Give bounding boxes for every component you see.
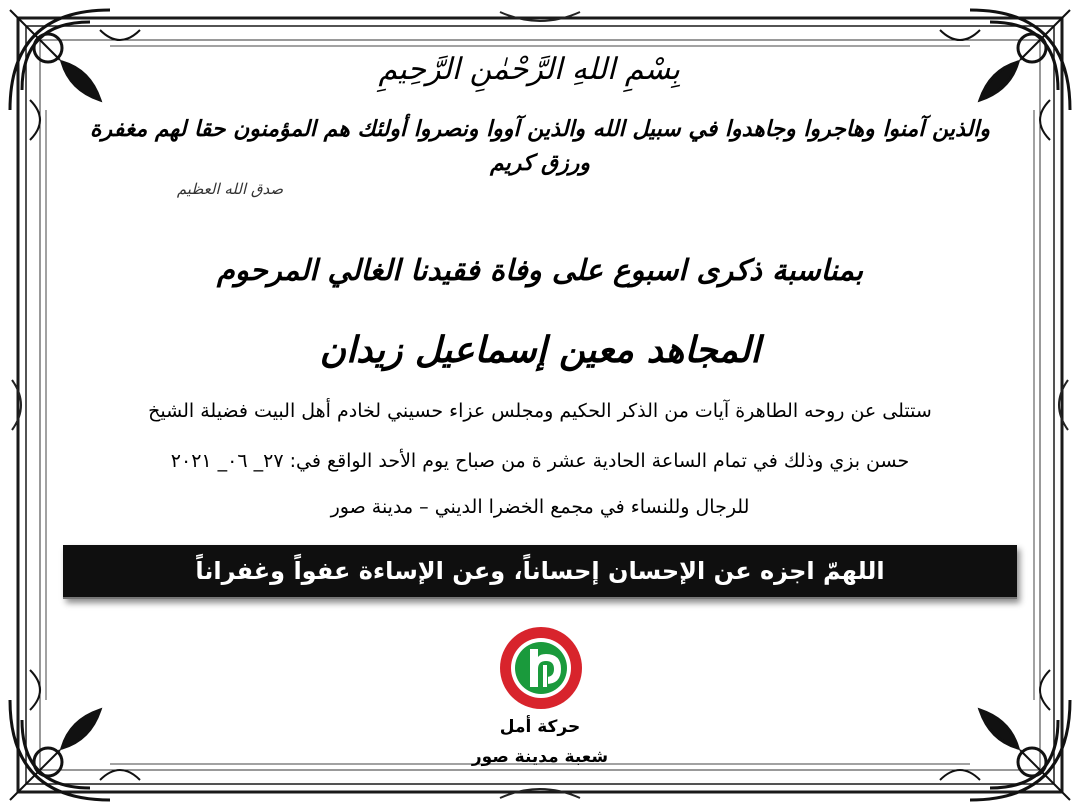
sadaqa-calligraphy: صدق الله العظيم <box>176 180 284 198</box>
dua-text: اللهمّ اجزه عن الإحسان إحساناً، وعن الإساءة عفواً وغفراناً <box>195 557 885 585</box>
corner-ornament-bottom-right <box>940 670 1070 800</box>
basmala-text: بِسْمِ اللهِ الرَّحْمٰنِ الرَّحِيمِ <box>378 52 680 87</box>
occasion-heading: بمناسبة ذكرى اسبوع على وفاة فقيدنا الغالي المرحوم <box>216 253 864 287</box>
deceased-name: المجاهد معين إسماعيل زيدان <box>319 330 761 371</box>
body-line-3: للرجال وللنساء في مجمع الخضرا الديني – مدينة صور <box>330 496 750 518</box>
amal-movement-logo-icon <box>498 625 584 711</box>
corner-ornament-bottom-left <box>10 670 140 800</box>
dua-banner <box>63 545 1017 599</box>
body-line-2: حسن بزي وذلك في تمام الساعة الحادية عشر ة من صباح يوم الأحد الواقع في: ٢٧_ ٠٦_ ٢٠٢١ <box>170 450 910 472</box>
branch-name: شعبة مدينة صور <box>471 747 609 767</box>
organization-name: حركة أمل <box>499 717 581 737</box>
quran-verse: والذين آمنوا وهاجروا وجاهدوا في سبيل الله والذين آووا ونصروا أولئك هم المؤمنون حقا لهم مغفرة ورزق كريم <box>90 116 990 176</box>
body-line-1: ستتلى عن روحه الطاهرة آيات من الذكر الحكيم ومجلس عزاء حسيني لخادم أهل البيت فضيلة الشيخ <box>148 400 932 422</box>
basmala-calligraphy <box>378 30 680 110</box>
